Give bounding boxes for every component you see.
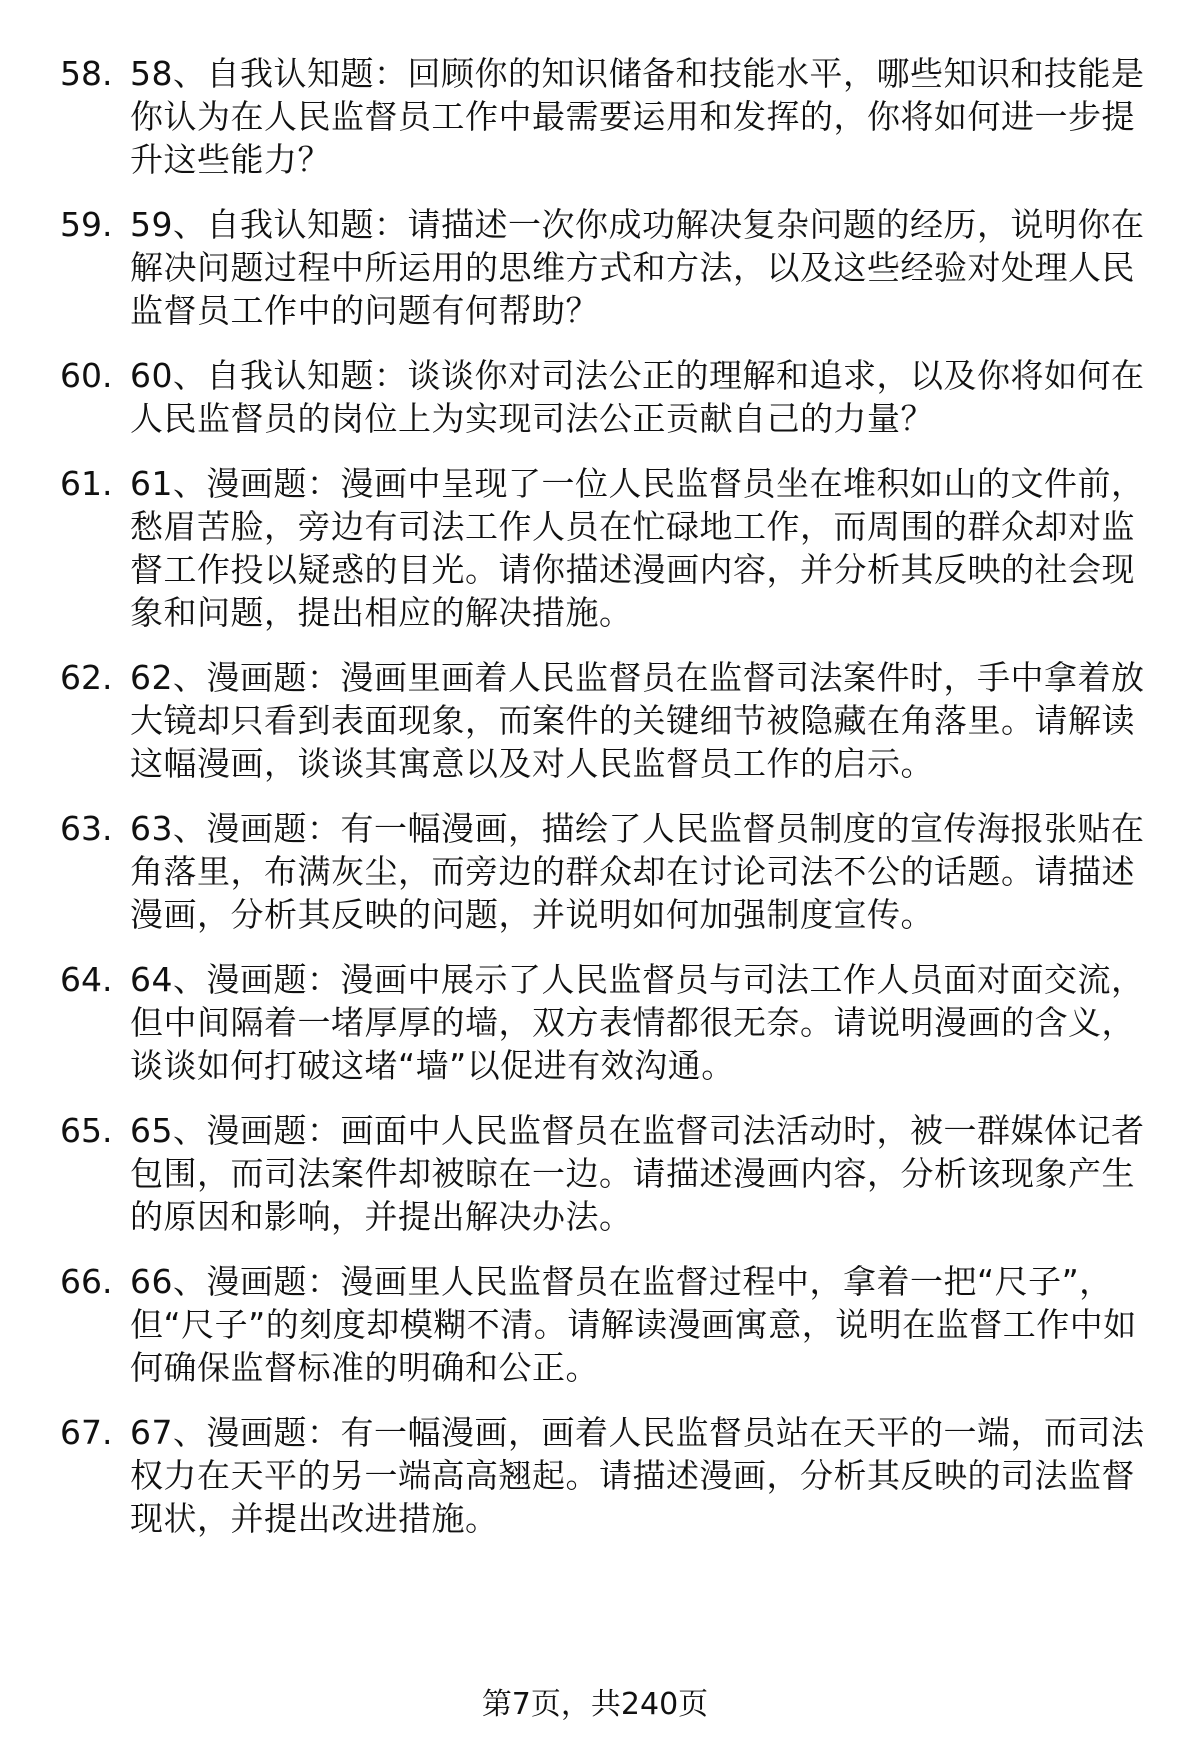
question-text: 67、漫画题：有一幅漫画，画着人民监督员站在天平的一端，而司法权力在天平的另一端高高翘起。请描述漫画，分析其反映的司法监督现状，并提出改进措施。 (130, 1413, 1145, 1538)
question-item-59 (60, 203, 1150, 332)
question-number: 63. (60, 809, 113, 848)
question-text: 60、自我认知题：谈谈你对司法公正的理解和追求，以及你将如何在人民监督员的岗位上为实现司法公正贡献自己的力量？ (130, 356, 1145, 438)
question-item-60 (60, 354, 1150, 440)
question-list (60, 52, 1150, 1562)
question-text: 62、漫画题：漫画里画着人民监督员在监督司法案件时，手中拿着放大镜却只看到表面现象，而案件的关键细节被隐藏在角落里。请解读这幅漫画，谈谈其寓意以及对人民监督员工作的启示。 (130, 658, 1145, 783)
question-number: 67. (60, 1413, 113, 1452)
question-number: 66. (60, 1262, 113, 1301)
question-item-64 (60, 958, 1150, 1087)
question-item-65 (60, 1109, 1150, 1238)
question-item-63 (60, 807, 1150, 936)
question-number: 65. (60, 1111, 113, 1150)
question-item-66 (60, 1260, 1150, 1389)
question-item-61 (60, 462, 1150, 634)
question-number: 64. (60, 960, 113, 999)
question-text: 63、漫画题：有一幅漫画，描绘了人民监督员制度的宣传海报张贴在角落里，布满灰尘，而旁边的群众却在讨论司法不公的话题。请描述漫画，分析其反映的问题，并说明如何加强制度宣传。 (130, 809, 1145, 934)
question-item-67 (60, 1411, 1150, 1540)
question-number: 61. (60, 464, 113, 503)
page-footer (0, 1685, 1190, 1725)
question-number: 62. (60, 658, 113, 697)
question-text: 66、漫画题：漫画里人民监督员在监督过程中，拿着一把“尺子”，但“尺子”的刻度却模糊不清。请解读漫画寓意，说明在监督工作中如何确保监督标准的明确和公正。 (130, 1262, 1137, 1387)
question-text: 61、漫画题：漫画中呈现了一位人民监督员坐在堆积如山的文件前，愁眉苦脸，旁边有司法工作人员在忙碌地工作，而周围的群众却对监督工作投以疑惑的目光。请你描述漫画内容，并分析其反映的社会现象和问题，提出相应的解决措施。 (130, 464, 1145, 632)
question-number: 59. (60, 205, 113, 244)
question-number: 60. (60, 356, 113, 395)
question-text: 59、自我认知题：请描述一次你成功解决复杂问题的经历，说明你在解决问题过程中所运用的思维方式和方法，以及这些经验对处理人民监督员工作中的问题有何帮助？ (130, 205, 1145, 330)
question-text: 64、漫画题：漫画中展示了人民监督员与司法工作人员面对面交流，但中间隔着一堵厚厚的墙，双方表情都很无奈。请说明漫画的含义，谈谈如何打破这堵“墙”以促进有效沟通。 (130, 960, 1145, 1085)
question-item-62 (60, 656, 1150, 785)
question-item-58 (60, 52, 1150, 181)
question-text: 65、漫画题：画面中人民监督员在监督司法活动时，被一群媒体记者包围，而司法案件却被晾在一边。请描述漫画内容，分析该现象产生的原因和影响，并提出解决办法。 (130, 1111, 1145, 1236)
question-text: 58、自我认知题：回顾你的知识储备和技能水平，哪些知识和技能是你认为在人民监督员工作中最需要运用和发挥的，你将如何进一步提升这些能力？ (130, 54, 1145, 179)
page-number-label: 第7页，共240页 (481, 1687, 709, 1722)
question-number: 58. (60, 54, 113, 93)
